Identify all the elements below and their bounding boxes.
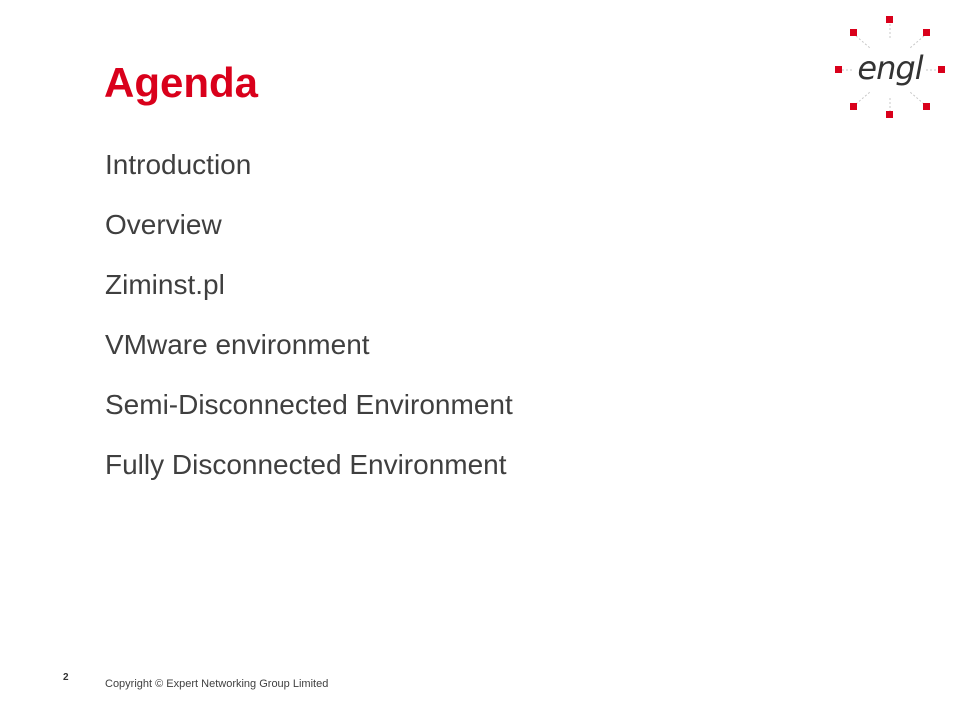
agenda-item: VMware environment bbox=[105, 329, 370, 360]
slide-title: Agenda bbox=[104, 59, 259, 106]
agenda-item: Fully Disconnected Environment bbox=[105, 449, 507, 480]
engl-logo-icon bbox=[828, 14, 952, 126]
page-number: 2 bbox=[63, 672, 69, 683]
copyright-text: Copyright © Expert Networking Group Limited bbox=[105, 678, 329, 690]
agenda-item: Ziminst.pl bbox=[105, 269, 225, 300]
agenda-item: Semi-Disconnected Environment bbox=[105, 389, 513, 420]
agenda-item: Introduction bbox=[105, 149, 252, 180]
agenda-item: Overview bbox=[105, 209, 222, 240]
logo-text: engl bbox=[857, 49, 923, 87]
agenda-list bbox=[105, 140, 513, 500]
